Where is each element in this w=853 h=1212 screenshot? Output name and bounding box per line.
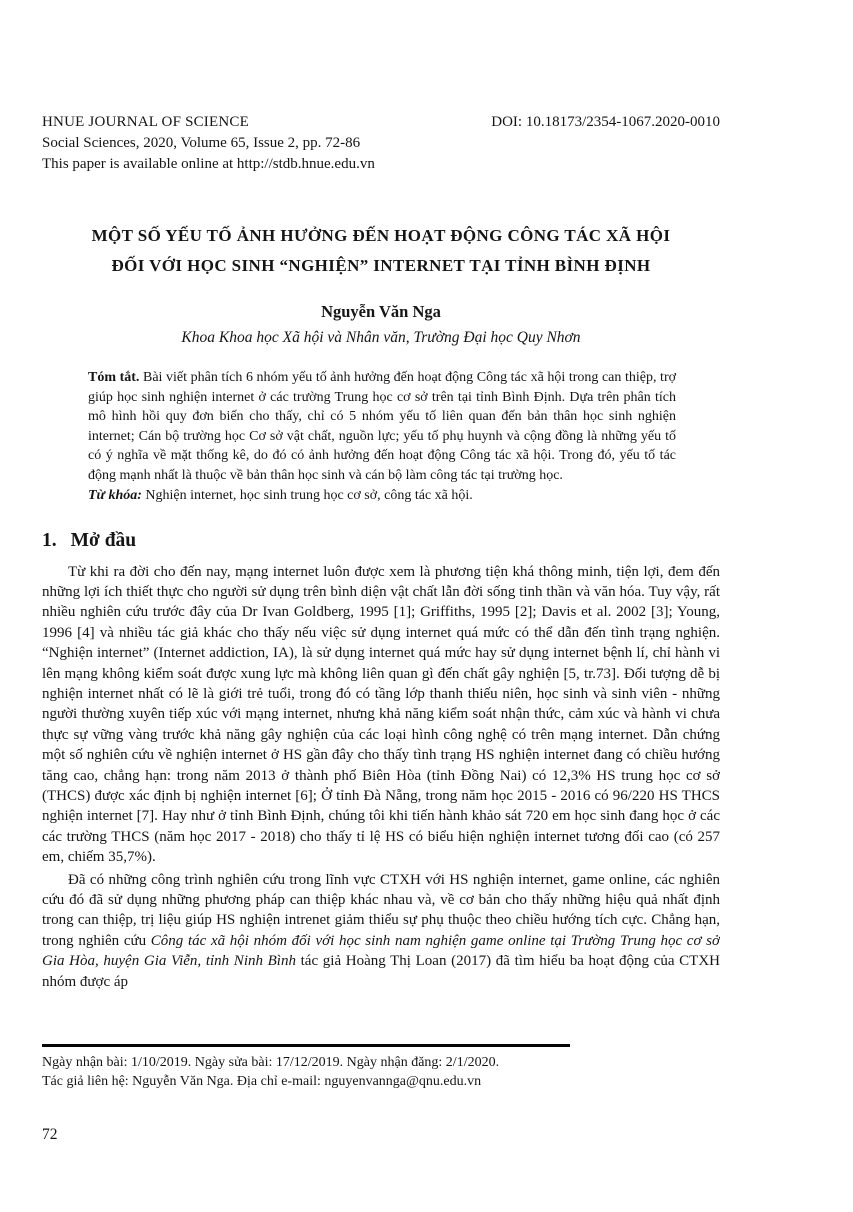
author-affiliation: Khoa Khoa học Xã hội và Nhân văn, Trường Đại học Quy Nhơn — [181, 329, 581, 346]
footnote-dates: Ngày nhận bài: 1/10/2019. Ngày sửa bài: 17/12/2019. Ngày nhận đăng: 2/1/2020. — [42, 1055, 500, 1070]
paragraph2-text-before: Đã có những công trình nghiên cứu trong lĩnh vực CTXH với HS nghiện internet, game online, các nghiên cứu đó đã sử dụng những phương pháp can thiệp khác nhau và, về cơ bản cho thấy những hiệu quả nhất định trong can thiệp, trị liệu giúp HS nghiện intrenet giảm thiểu sự phụ thuộc theo chiều hướng tích cực. Chẳng hạn, trong nghiên cứu — [42, 871, 720, 949]
keywords-label: Từ khóa: — [88, 488, 142, 503]
journal-online-line: This paper is available online at http://stdb.hnue.edu.vn — [42, 156, 375, 172]
footnote-block — [42, 1044, 720, 1091]
page-number: 72 — [42, 1126, 58, 1143]
doi-text: DOI: 10.18173/2354-1067.2020-0010 — [491, 114, 720, 130]
page-content — [42, 112, 720, 1046]
journal-header-row — [42, 112, 720, 133]
journal-name: HNUE JOURNAL OF SCIENCE — [42, 114, 249, 130]
abstract-label: Tóm tắt. — [88, 370, 140, 385]
footnote-separator — [42, 1044, 570, 1047]
article-title — [42, 221, 720, 281]
body-paragraph-1: Từ khi ra đời cho đến nay, mạng internet luôn được xem là phương tiện khá thông minh, tiện lợi, đem đến những lợi ích thiết thực cho người sử dụng trên bình diện vật chất lẫn đời sống tinh thần và văn hóa. Tuy vậy, rất nhiều nghiên cứu trước đây của Dr Ivan Goldberg, 1995 [1]; Griffiths, 1995 [2]; Davis et al. 2002 [3]; Young, 1996 [4] và nhiều tác giả khác cho thấy nếu việc sử dụng internet quá mức có thể dẫn đến tình trạng nghiện. “Nghiện internet” (Internet addiction, IA), là sử dụng internet quá mức hay sử dụng internet bệnh lí, chỉ hành vi lên mạng không kiểm soát được xung lực mà không liên quan gì đến chất gây nghiện [5, tr.73]. Đối tượng dễ bị nghiện internet nhất có lẽ là giới trẻ tuổi, trong đó có tầng lớp thanh thiếu niên, học sinh và sinh viên - những người thường xuyên tiếp xúc với mạng internet, nhưng khả năng kiểm soát nhận thức, cảm xúc và hành vi chưa thực sự vững vàng trước khả năng gây nghiện của các loại hình công nghệ có trên mạng internet. Dẫn chứng một số nghiên cứu về nghiện internet ở HS gần đây cho thấy tình trạng HS nghiện internet đang có chiều hướng tăng cao, chẳng hạn: trong năm 2013 ở thành phố Biên Hòa (tỉnh Đồng Nai) có 12,3% HS trung học cơ sở (THCS) được xác định bị nghiện internet [6]; Ở tỉnh Đà Nẵng, trong năm học 2015 - 2016 có 96/220 HS THCS nghiện internet [7]. Hay như ở tỉnh Bình Định, chúng tôi khi tiến hành khảo sát 720 em học sinh đang học ở các các trường THCS (năm học 2017 - 2018) cho thấy tỉ lệ HS có biểu hiện nghiện internet tương đối cao (có 257 em, chiếm 35,7%). — [42, 563, 720, 866]
cited-study-title: Công tác xã hội nhóm đối với học sinh nam nghiện game online tại Trường Trung học cơ sở Gia Hòa, huyện Gia Viễn, tỉnh Ninh Bình — [42, 932, 720, 970]
journal-header — [42, 112, 720, 175]
author-name: Nguyễn Văn Nga — [321, 302, 441, 321]
keywords-text: Nghiện internet, học sinh trung học cơ sở, công tác xã hội. — [141, 488, 473, 503]
section-heading-1 — [42, 527, 720, 554]
article-title-line2: ĐỐI VỚI HỌC SINH “NGHIỆN” INTERNET TẠI TỈNH BÌNH ĐỊNH — [111, 256, 651, 275]
article-title-line1: MỘT SỐ YẾU TỐ ẢNH HƯỞNG ĐẾN HOẠT ĐỘNG CÔNG TÁC XÃ HỘI — [91, 226, 671, 245]
paragraph2-text-after: tác giả Hoàng Thị Loan (2017) đã tìm hiểu ba hoạt động của CTXH nhóm được áp — [42, 953, 720, 990]
abstract-paragraph — [88, 368, 676, 485]
section-number: 1. — [42, 529, 57, 551]
body-paragraph-2 — [42, 870, 720, 992]
footnote-contact: Tác giả liên hệ: Nguyễn Văn Nga. Địa chỉ e-mail: nguyenvannga@qnu.edu.vn — [42, 1074, 482, 1089]
section-title: Mở đầu — [70, 529, 137, 551]
abstract-text: Bài viết phân tích 6 nhóm yếu tố ảnh hưởng đến hoạt động Công tác xã hội trong can thiệp, trợ giúp học sinh nghiện internet ở các trường Trung học cơ sở trên tại tỉnh Bình Định. Dựa trên phân tích mô hình hồi quy đơn biến cho thấy, chỉ có 5 nhóm yếu tố liên quan đến bản thân học sinh nghiện internet; Cán bộ trường học Cơ sở vật chất, nguồn lực; yếu tố phụ huynh và cộng đồng là những yếu tố có ý nghĩa về mặt thống kê, do đó có ảnh hưởng đến hoạt động Công tác xã hội. Trong đó, yếu tố tác động mạnh nhất là thuộc về bản thân học sinh và cán bộ làm công tác tại trường học. — [88, 370, 677, 483]
journal-issue-line: Social Sciences, 2020, Volume 65, Issue 2, pp. 72-86 — [42, 135, 361, 151]
keywords-paragraph — [88, 486, 676, 506]
